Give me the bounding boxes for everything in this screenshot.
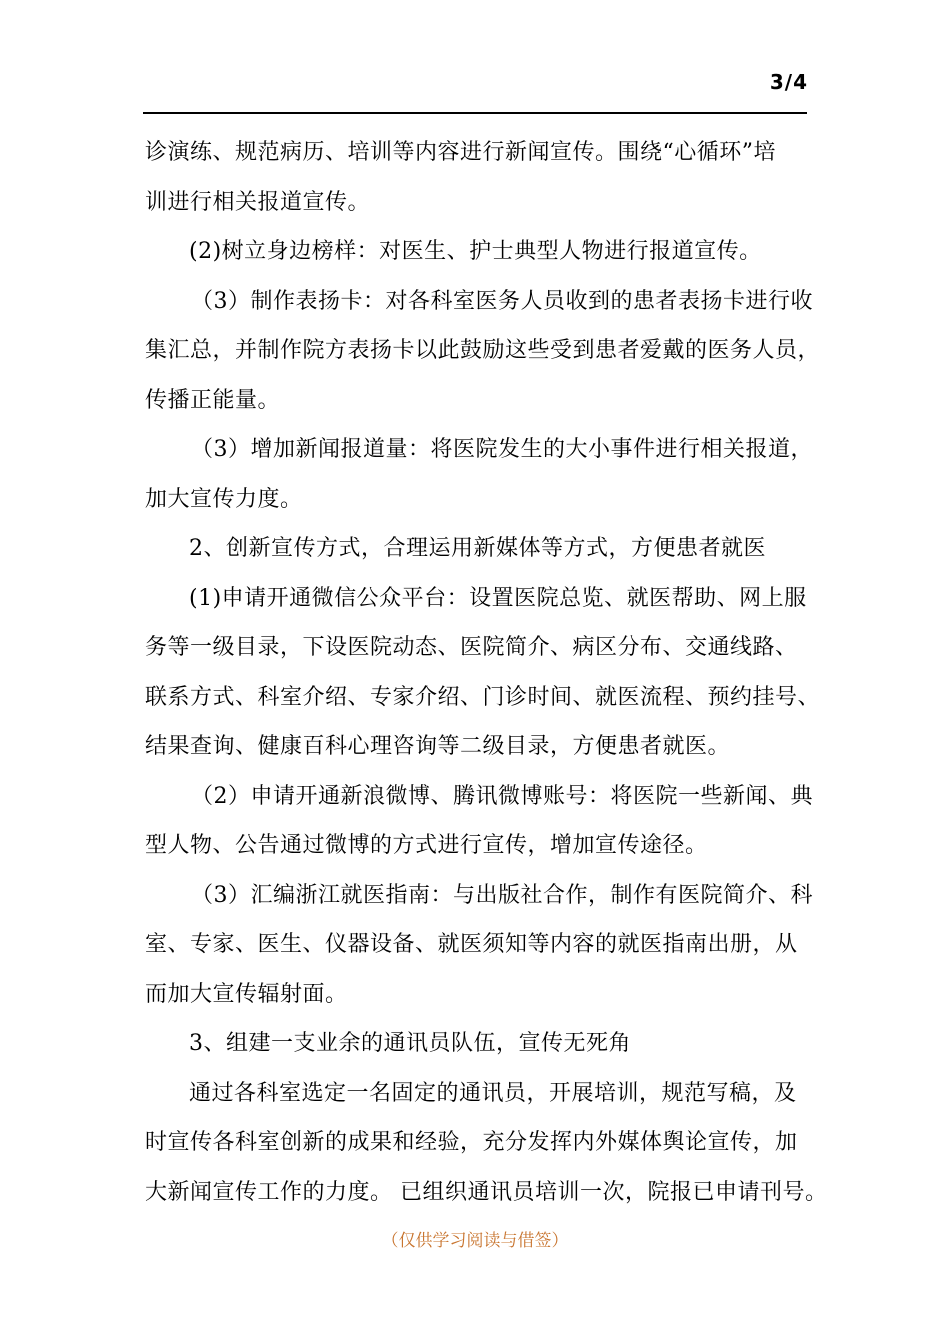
text-line: (2)树立身边榜样：对医生、护士典型人物进行报道宣传。 xyxy=(189,239,762,264)
text-line: （2）申请开通新浪微博、腾讯微博账号：将医院一些新闻、典 xyxy=(191,783,813,809)
header-divider xyxy=(143,112,807,114)
text-line: 2、创新宣传方式，合理运用新媒体等方式，方便患者就医 xyxy=(189,536,766,561)
text-line: 加大宣传力度。 xyxy=(145,486,303,512)
text-line: 务等一级目录，下设医院动态、医院简介、病区分布、交通线路、 xyxy=(145,635,798,660)
text-line: 传播正能量。 xyxy=(145,387,281,413)
text-line: 时宣传各科室创新的成果和经验，充分发挥内外媒体舆论宣传，加 xyxy=(145,1130,798,1155)
text-line: 而加大宣传辐射面。 xyxy=(145,981,348,1007)
text-line: （3）制作表扬卡：对各科室医务人员收到的患者表扬卡进行收 xyxy=(191,288,813,314)
text-line: 结果查询、健康百科心理咨询等二级目录，方便患者就医。 xyxy=(145,734,731,759)
document-body xyxy=(145,128,828,1217)
text-line: 集汇总，并制作院方表扬卡以此鼓励这些受到患者爱戴的医务人员， xyxy=(145,338,821,363)
text-line: 室、专家、医生、仪器设备、就医须知等内容的就医指南出册，从 xyxy=(145,932,798,957)
footer-note: （仅供学习阅读与借签） xyxy=(381,1231,569,1251)
text-line: 训进行相关报道宣传。 xyxy=(145,189,371,215)
text-line: 大新闻宣传工作的力度。 已组织通讯员培训一次，院报已申请刊号。 xyxy=(145,1179,828,1205)
text-line: 3、组建一支业余的通讯员队伍，宣传无死角 xyxy=(189,1031,631,1056)
text-line: 通过各科室选定一名固定的通讯员，开展培训，规范写稿，及 xyxy=(189,1080,797,1106)
text-line: (1)申请开通微信公众平台：设置医院总览、就医帮助、网上服 xyxy=(189,585,807,611)
text-line: （3）汇编浙江就医指南：与出版社合作，制作有医院简介、科 xyxy=(191,882,813,908)
page-number: 3/4 xyxy=(769,70,808,94)
text-line: （3）增加新闻报道量：将医院发生的大小事件进行相关报道， xyxy=(191,437,813,462)
text-line: 型人物、公告通过微博的方式进行宣传，增加宣传途径。 xyxy=(145,833,708,858)
text-line: 联系方式、科室介绍、专家介绍、门诊时间、就医流程、预约挂号、 xyxy=(145,684,821,710)
text-line: 诊演练、规范病历、培训等内容进行新闻宣传。围绕“心循环”培 xyxy=(145,140,776,165)
